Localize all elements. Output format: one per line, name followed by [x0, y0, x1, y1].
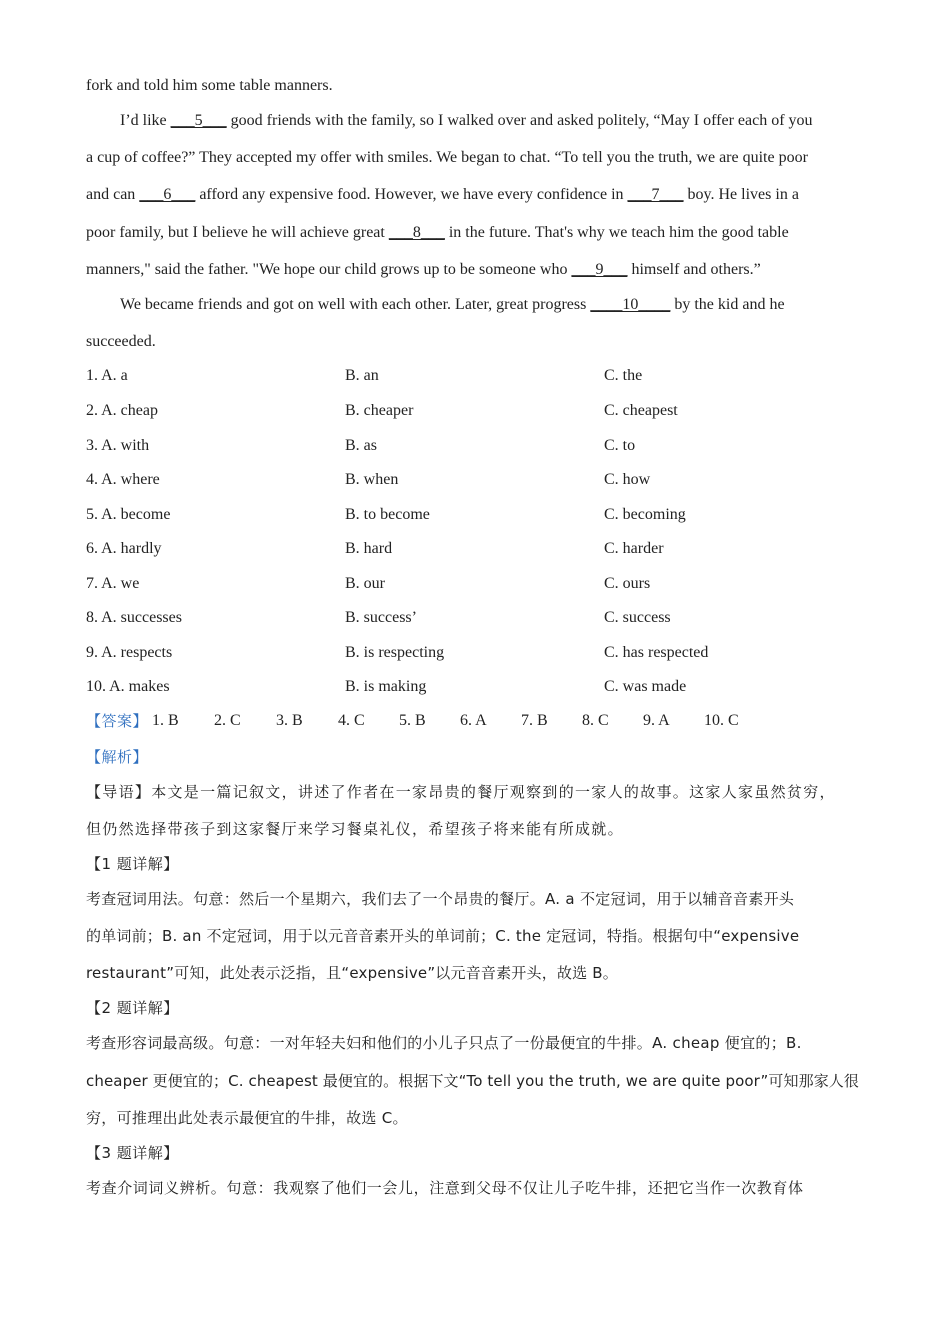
- passage-text: manners," said the father. "We hope our child grows up to be someone who: [86, 261, 572, 278]
- option-b: B. cheaper: [345, 402, 414, 419]
- blank-7: ___7___: [627, 186, 684, 203]
- q2-line: 穷，可推理出此处表示最便宜的牛排，故选 C。: [86, 1109, 408, 1127]
- option-row-4: [86, 470, 858, 490]
- option-row-8: [86, 608, 858, 628]
- passage-line: succeeded.: [86, 333, 156, 350]
- option-a: 6. A. hardly: [86, 540, 162, 557]
- option-c: C. to: [604, 437, 636, 454]
- option-row-9: [86, 643, 858, 663]
- option-row-10: [86, 677, 858, 697]
- passage-line: fork and told him some table manners.: [86, 77, 333, 94]
- analysis-label: 【解析】: [86, 748, 149, 766]
- option-a: 9. A. respects: [86, 644, 173, 661]
- answer-row: [86, 711, 858, 731]
- option-row-7: [86, 574, 858, 594]
- passage-text: I’d like: [120, 112, 171, 129]
- blank-9: ___9___: [571, 261, 628, 278]
- option-c: C. was made: [604, 678, 687, 695]
- q2-title: 【2 题详解】: [86, 999, 179, 1017]
- q2-line: 考查形容词最高级。句意：一对年轻夫妇和他们的小儿子只点了一份最便宜的牛排。A. cheap 便宜的；B.: [86, 1034, 802, 1052]
- passage-line: [86, 185, 799, 205]
- option-b: B. is respecting: [345, 644, 445, 661]
- answer-item: 3. B: [276, 712, 303, 729]
- blank-6: ___6___: [139, 186, 196, 203]
- option-b: B. when: [345, 471, 399, 488]
- passage-line: [120, 111, 813, 131]
- option-c: C. has respected: [604, 644, 709, 661]
- passage-text: himself and others.”: [627, 261, 761, 278]
- option-row-6: [86, 539, 858, 559]
- q1-line: 的单词前；B. an 不定冠词，用于以元音音素开头的单词前；C. the 定冠词，特指。根据句中“expensive: [86, 927, 800, 945]
- option-row-5: [86, 505, 858, 525]
- option-a: 5. A. become: [86, 506, 171, 523]
- q1-line: restaurant”可知，此处表示泛指，且“expensive”以元音音素开头，故选 B。: [86, 964, 618, 982]
- q3-title: 【3 题详解】: [86, 1144, 179, 1162]
- option-c: C. cheapest: [604, 402, 678, 419]
- blank-8: ___8___: [388, 224, 445, 241]
- q3-line: 考查介词词义辨析。句意：我观察了他们一会儿，注意到父母不仅让儿子吃牛排，还把它当作一次教育体: [86, 1179, 804, 1197]
- option-b: B. success’: [345, 609, 417, 626]
- passage-text: poor family, but I believe he will achieve great: [86, 224, 389, 241]
- guide-line: 但仍然选择带孩子到这家餐厅来学习餐桌礼仪，希望孩子将来能有所成就。: [86, 820, 624, 838]
- option-b: B. hard: [345, 540, 393, 557]
- q1-line: 考查冠词用法。句意：然后一个星期六，我们去了一个昂贵的餐厅。A. a 不定冠词，用于以辅音音素开头: [86, 890, 795, 908]
- passage-line: a cup of coffee?” They accepted my offer with smiles. We began to chat. “To tell you the truth, we are quite poor: [86, 149, 808, 166]
- option-a: 2. A. cheap: [86, 402, 158, 419]
- passage-text: and can: [86, 186, 140, 203]
- answer-item: 9. A: [643, 712, 670, 729]
- option-c: C. harder: [604, 540, 664, 557]
- option-c: C. ours: [604, 575, 651, 592]
- passage-text: We became friends and got on well with each other. Later, great progress: [120, 296, 591, 313]
- option-c: C. success: [604, 609, 671, 626]
- option-row-2: [86, 401, 858, 421]
- option-a: 7. A. we: [86, 575, 140, 592]
- option-b: B. to become: [345, 506, 430, 523]
- answer-item: 1. B: [152, 712, 179, 729]
- option-c: C. how: [604, 471, 651, 488]
- option-c: C. the: [604, 367, 643, 384]
- answer-item: 7. B: [521, 712, 548, 729]
- option-a: 3. A. with: [86, 437, 150, 454]
- passage-text: good friends with the family, so I walked over and asked politely, “May I offer each of you: [226, 112, 813, 129]
- option-c: C. becoming: [604, 506, 686, 523]
- option-b: B. our: [345, 575, 385, 592]
- answer-item: 2. C: [214, 712, 241, 729]
- passage-text: boy. He lives in a: [683, 186, 799, 203]
- passage-line: [86, 223, 789, 243]
- option-row-1: [86, 366, 858, 386]
- passage-text: by the kid and he: [670, 296, 785, 313]
- passage-line: [86, 260, 761, 280]
- q2-line: cheaper 更便宜的；C. cheapest 最便宜的。根据下文“To tell you the truth, we are quite poor”可知那家人很: [86, 1072, 860, 1090]
- option-a: 8. A. successes: [86, 609, 182, 626]
- answer-item: 8. C: [582, 712, 609, 729]
- passage-text: afford any expensive food. However, we have every confidence in: [195, 186, 628, 203]
- answer-item: 5. B: [399, 712, 426, 729]
- passage-line: [120, 295, 785, 315]
- option-b: B. as: [345, 437, 377, 454]
- guide-line: 【导语】本文是一篇记叙文，讲述了作者在一家昂贵的餐厅观察到的一家人的故事。这家人家虽然贫穷，: [86, 783, 836, 801]
- option-b: B. an: [345, 367, 379, 384]
- blank-10: ____10____: [590, 296, 671, 313]
- option-row-3: [86, 436, 858, 456]
- answer-item: 10. C: [704, 712, 739, 729]
- option-a: 1. A. a: [86, 367, 128, 384]
- blank-5: ___5___: [170, 112, 227, 129]
- answer-label: 【答案】: [86, 712, 149, 730]
- passage-text: in the future. That's why we teach him the good table: [444, 224, 789, 241]
- q1-title: 【1 题详解】: [86, 855, 179, 873]
- option-a: 4. A. where: [86, 471, 160, 488]
- answer-item: 4. C: [338, 712, 365, 729]
- option-a: 10. A. makes: [86, 678, 170, 695]
- answer-item: 6. A: [460, 712, 487, 729]
- option-b: B. is making: [345, 678, 427, 695]
